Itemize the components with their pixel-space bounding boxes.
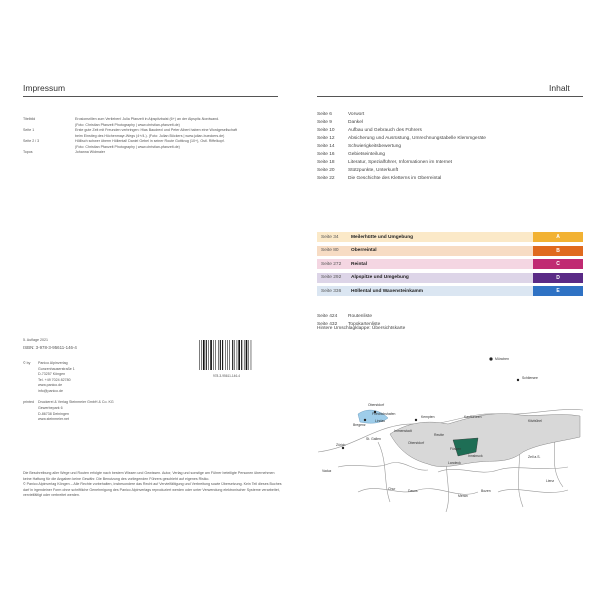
credit-label: Seite 1 xyxy=(23,128,35,133)
right-header-rule xyxy=(317,96,583,97)
toc-entry[interactable]: Seite 18 Literatur, Spezialführer, Informationen im Internet xyxy=(317,160,452,166)
toc-entry[interactable]: Seite 12 Absicherung und Ausrüstung, Umrechnungstabelle Klemmgeräte xyxy=(317,135,486,141)
map-place: Chur xyxy=(388,487,396,491)
toc-entry[interactable]: Seite 10 Aufbau und Gebrauch des Führers xyxy=(317,127,422,133)
map-place: München xyxy=(495,357,509,361)
toc-entry[interactable]: Seite 22 Die Geschichte des Kletterns im Oberreintal xyxy=(317,176,442,182)
map-place: Kaufbeuren xyxy=(464,415,482,419)
map-place: Lienz xyxy=(546,479,555,483)
section-bands xyxy=(317,232,583,300)
section-letter: A xyxy=(533,232,583,242)
section-band-e[interactable]: Seite 336 Höllental und Waxensteinkamm E xyxy=(317,286,583,296)
map-place: Immenstadt xyxy=(394,429,412,433)
credit-label: Topos xyxy=(23,150,33,155)
map-place: Zell a.S. xyxy=(528,455,541,459)
map-place: Vaduz xyxy=(322,469,332,473)
inhalt-title: Inhalt xyxy=(549,83,570,93)
section-band-c[interactable]: Seite 272 Reintal C xyxy=(317,259,583,269)
section-letter: E xyxy=(533,286,583,296)
map-place: Davos xyxy=(408,489,418,493)
map-place: Meran xyxy=(458,494,468,498)
table-of-contents xyxy=(317,110,486,183)
map-place: Schliersee xyxy=(522,376,538,380)
section-band-d[interactable]: Seite 292 Alpspitze und Umgebung D xyxy=(317,273,583,283)
map-place: Landeck xyxy=(448,461,461,465)
credit-line: (Foto: Christian Pfanzelt Photography | www.christian-pfanzelt.de) xyxy=(75,122,180,127)
map-place: Lindau xyxy=(375,419,386,423)
map-place: Oberstdorf xyxy=(368,403,385,407)
left-header-rule xyxy=(23,96,278,97)
map-place: Zürich xyxy=(336,443,346,447)
credit-line: Erste gute Zeit mit Freunden verbringen: Hias Baudrexl und Peter Albert haben eine Wordgesellschaft xyxy=(75,128,237,133)
imprint-block: © by Panico Alpinverlag Gunzenhauserstraße 1 D-73257 Köngen Tel. +49 7024 82780 www.panico.de info@panico.de printed Druckerei & Verlag Steinmeier GmbH & Co. KG Gewerbepark 6 D-86738 Deiningen www.steinmeier.net xyxy=(23,361,114,422)
map-place: Kempten xyxy=(421,415,435,419)
map-place: Füssen xyxy=(450,447,462,451)
isbn: ISBN: 3-978-3-95611-146-4 xyxy=(23,345,77,350)
photo-credits xyxy=(23,117,273,156)
section-letter: D xyxy=(533,273,583,283)
credit-line: (Foto: Christian Pfanzelt Photography | www.christian-pfanzelt.de) xyxy=(75,144,180,149)
credit-label: Seite 2 / 3 xyxy=(23,139,40,144)
map-caption: Hintere Umschlagklappe: Übersichtskarte xyxy=(317,326,406,331)
section-band-b[interactable]: Seite 80 Oberreintal B xyxy=(317,246,583,256)
map-place: Friedrichshafen xyxy=(372,412,396,416)
credit-line: Höllisch schwer überm Höllental! Daniel Gebel in seiner Route Gottkrug (10+), Ostl. Riffelkopf. xyxy=(75,139,225,144)
section-letter: B xyxy=(533,246,583,256)
barcode-number: 978-3-95611-146-4 xyxy=(213,374,241,378)
impressum-title: Impressum xyxy=(23,83,66,93)
edition: 5. Auflage 2021 xyxy=(23,338,48,342)
toc-entry[interactable]: Seite 424 Routenliste xyxy=(317,314,372,320)
overview-map xyxy=(318,352,583,512)
toc-entry[interactable]: Seite 6 Vorwort xyxy=(317,111,365,117)
map-place: Bozen xyxy=(481,489,491,493)
toc-entry[interactable]: Seite 16 Gebietseinteilung xyxy=(317,152,386,158)
disclaimer-text: Die Beschreibung aller Wege und Routen erfolgte nach bestem Wissen und Gewissen. Autor, Verlag und sonstige am Führer beteiligte Personen übernehmen keine Haftung für die Angaben keine Gewähr. Die Benutzung des vorliegenden Führers geschieht auf eigenes Risiko. © Panico Alpinverlag Köngen – Alle Rechte vorbehalten, insbesondere das Recht auf Vervielfältigung und Verbreitung sowie Übersetzung. Kein Teil dieses Buches darf in irgendeiner Form ohne schriftliche Genehmigung des Panico Alpinverlags reproduziert werden oder unter Verwendung elektronischer Systeme verarbeitet, vervielfältigt oder verbreitet werden. xyxy=(23,471,282,498)
barcode-icon xyxy=(197,339,267,372)
map-place: Oberstdorf xyxy=(408,441,425,445)
toc-entry[interactable]: Seite 20 Stützpunkte, Unterkunft xyxy=(317,168,399,174)
map-place: Reutte xyxy=(434,433,444,437)
credit-line: Erosionsrillen zum Verlieben! Julia Pfanzelt in Alpspitzbaist (6+) an der Alpspitz-Nordwand. xyxy=(75,117,220,121)
map-place: Kitzbühel xyxy=(528,419,542,423)
map-place: Bregenz xyxy=(353,423,366,427)
map-place: Innsbruck xyxy=(468,454,483,458)
credit-line: beim Einstieg des Höchenmayr-Wegs (4+/4-). (Foto: Julian Böckers | www.julian-bueckers.de) xyxy=(75,133,225,138)
section-letter: C xyxy=(533,259,583,269)
toc-entry[interactable]: Seite 9 Dankel xyxy=(317,119,363,125)
toc-entry[interactable]: Seite 14 Schwierigkeitsbewertung xyxy=(317,143,402,149)
section-band-a[interactable]: Seite 34 Meilerhütte und Umgebung A xyxy=(317,232,583,242)
credit-line: Johanna Widmaier xyxy=(75,150,105,155)
map-place: St. Gallen xyxy=(366,437,381,441)
credit-label: Titelbild xyxy=(23,117,36,121)
toc-entry[interactable]: Seite 432 Topokartenliste xyxy=(317,322,381,328)
